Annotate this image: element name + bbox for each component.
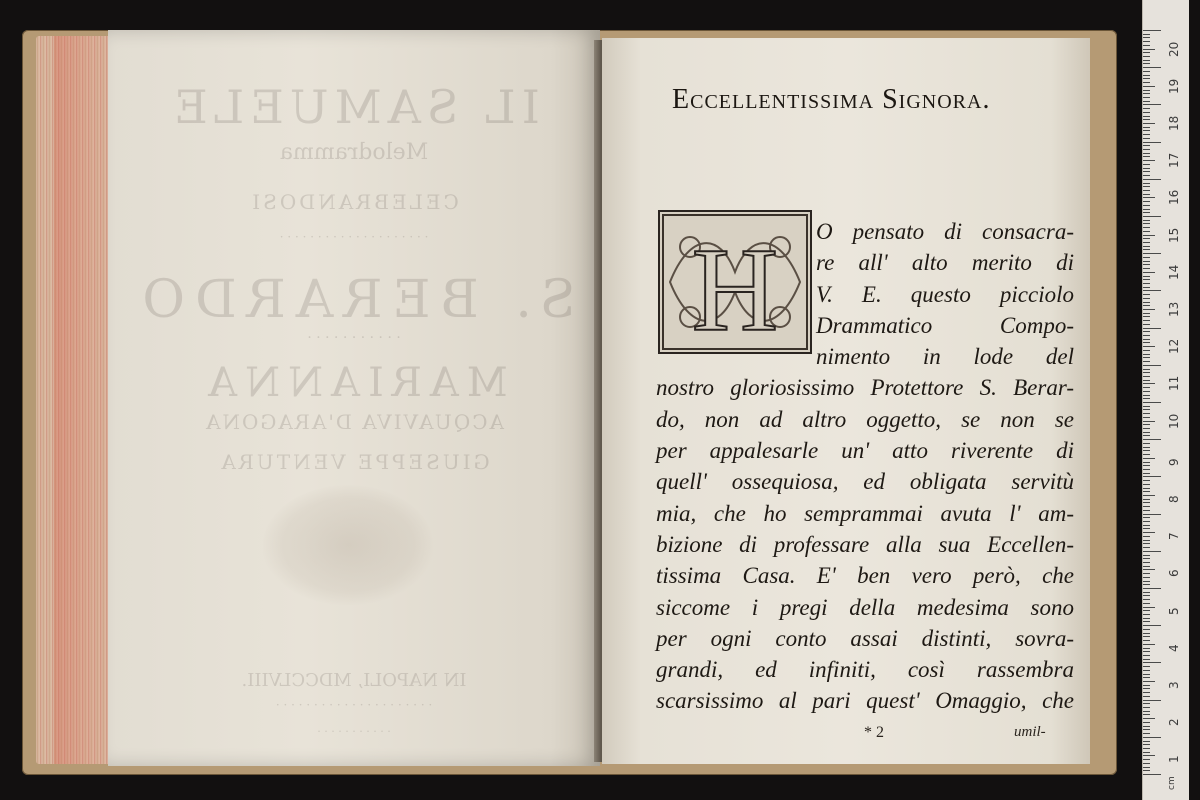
ruler-tick: [1143, 246, 1150, 247]
ruler-tick: [1143, 223, 1150, 224]
ruler-number: 13: [1167, 301, 1181, 317]
ruler-tick: [1143, 179, 1161, 180]
ruler-tick: [1143, 197, 1155, 198]
ruler-tick: [1143, 714, 1150, 715]
ruler-tick: [1143, 153, 1150, 154]
ruler-number: 2: [1167, 718, 1181, 727]
ruler-tick: [1143, 212, 1150, 213]
ruler-tick: [1143, 670, 1150, 671]
ruler-tick: [1143, 510, 1150, 511]
ruler-tick: [1143, 417, 1150, 418]
ruler-tick: [1143, 279, 1150, 280]
text-line: nimento in lode del: [816, 344, 1074, 370]
ruler-tick: [1143, 569, 1155, 570]
ruler-tick: [1143, 614, 1150, 615]
ruler-tick: [1143, 648, 1150, 649]
ruler-tick: [1143, 257, 1150, 258]
ruler-tick: [1143, 517, 1150, 518]
ruler-tick: [1143, 335, 1150, 336]
ruler-tick: [1143, 547, 1150, 548]
text-line: V. E. questo picciolo: [816, 281, 1074, 307]
ruler-tick: [1143, 703, 1150, 704]
ruler-tick: [1143, 272, 1155, 273]
ruler-tick: [1143, 276, 1150, 277]
ruler-tick: [1143, 63, 1150, 64]
ruler-tick: [1143, 346, 1155, 347]
ruler-tick: [1143, 220, 1150, 221]
text-line: per appalesarle un' atto riverente di: [656, 438, 1074, 464]
ruler-tick: [1143, 138, 1150, 139]
ruler-tick: [1143, 190, 1150, 191]
ruler-tick: [1143, 71, 1150, 72]
ruler-tick: [1143, 532, 1155, 533]
ruler-tick: [1143, 629, 1150, 630]
ruler-tick: [1143, 462, 1150, 463]
ruler-tick: [1143, 536, 1150, 537]
ruler-tick: [1143, 156, 1150, 157]
ruler-tick: [1143, 97, 1150, 98]
ruler-number: 16: [1167, 190, 1181, 206]
ruler-tick: [1143, 134, 1150, 135]
ruler-tick: [1143, 733, 1150, 734]
ruler-tick: [1143, 636, 1150, 637]
ruler-tick: [1143, 640, 1150, 641]
ruler-tick: [1143, 495, 1155, 496]
ruler-number: 20: [1167, 41, 1181, 57]
ruler-tick: [1143, 45, 1150, 46]
measuring-ruler: [1142, 0, 1189, 800]
ruler-tick: [1143, 644, 1155, 645]
ruler-number: 19: [1167, 78, 1181, 94]
ruler-tick: [1143, 238, 1150, 239]
ruler-tick: [1143, 108, 1150, 109]
ruler-number: 4: [1167, 644, 1181, 652]
ruler-tick: [1143, 201, 1150, 202]
ruler-tick: [1143, 700, 1161, 701]
ruler-tick: [1143, 52, 1150, 53]
ruler-tick: [1143, 767, 1150, 768]
right-page: [602, 38, 1090, 764]
ruler-tick: [1143, 726, 1150, 727]
ruler-tick: [1143, 770, 1150, 771]
ruler-tick: [1143, 231, 1150, 232]
ruler-number: 18: [1167, 115, 1181, 131]
drop-cap-letter: H: [691, 223, 779, 352]
ruler-tick: [1143, 30, 1161, 31]
ruler-tick: [1143, 309, 1155, 310]
ruler-tick: [1143, 711, 1150, 712]
page-edges: [36, 36, 116, 764]
ruler-tick: [1143, 350, 1150, 351]
ruler-tick: [1143, 729, 1150, 730]
ruler-tick: [1143, 625, 1161, 626]
ruler-tick: [1143, 502, 1150, 503]
ruler-tick: [1143, 540, 1150, 541]
ruler-number: 3: [1167, 681, 1181, 689]
text-line: per ogni conto assai distinti, sovra-: [656, 625, 1074, 651]
ghost-ornament: [263, 485, 433, 605]
ruler-tick: [1143, 339, 1150, 340]
ruler-tick: [1143, 372, 1150, 373]
text-line: grandi, ed infiniti, così rassembra: [656, 657, 1074, 683]
ruler-tick: [1143, 369, 1150, 370]
ruler-tick: [1143, 402, 1161, 403]
ruler-tick: [1143, 655, 1150, 656]
ruler-tick: [1143, 391, 1150, 392]
ruler-tick: [1143, 168, 1150, 169]
ruler-tick: [1143, 409, 1150, 410]
ruler-tick: [1143, 752, 1150, 753]
ruler-tick: [1143, 551, 1161, 552]
ruler-number: 11: [1167, 376, 1181, 392]
ruler-tick: [1143, 528, 1150, 529]
signature-mark: * 2: [864, 724, 884, 741]
text-line: do, non ad altro oggetto, se non se: [656, 406, 1074, 432]
ruler-tick: [1143, 677, 1150, 678]
ruler-tick: [1143, 718, 1155, 719]
ruler-number: 17: [1167, 152, 1181, 169]
ruler-tick: [1143, 688, 1150, 689]
ruler-tick: [1143, 395, 1150, 396]
ruler-tick: [1143, 666, 1150, 667]
ruler-tick: [1143, 737, 1161, 738]
ruler-tick: [1143, 476, 1161, 477]
ruler-tick: [1143, 573, 1150, 574]
ruler-tick: [1143, 183, 1150, 184]
ruler-tick: [1143, 171, 1150, 172]
ruler-tick: [1143, 387, 1150, 388]
ruler-tick: [1143, 588, 1161, 589]
ruler-tick: [1143, 435, 1150, 436]
text-line: re all' alto merito di: [816, 250, 1074, 276]
ruler-tick: [1143, 283, 1150, 284]
ruler-tick: [1143, 491, 1150, 492]
ruler-tick: [1143, 290, 1161, 291]
ruler-tick: [1143, 227, 1150, 228]
ruler-tick: [1143, 209, 1150, 210]
ruler-tick: [1143, 610, 1150, 611]
ruler-tick: [1143, 186, 1150, 187]
ruler-tick: [1143, 439, 1161, 440]
ruler-tick: [1143, 454, 1150, 455]
ruler-tick: [1143, 763, 1150, 764]
text-line: tissima Casa. E' ben vero però, che: [656, 563, 1074, 589]
ruler-tick: [1143, 216, 1161, 217]
ruler-tick: [1143, 145, 1150, 146]
ruler-tick: [1143, 484, 1150, 485]
ruler-tick: [1143, 662, 1161, 663]
ruler-tick: [1143, 90, 1150, 91]
ruler-tick: [1143, 101, 1150, 102]
ruler-tick: [1143, 342, 1150, 343]
ruler-number: 6: [1167, 569, 1181, 578]
ruler-tick: [1143, 205, 1150, 206]
ruler-tick: [1143, 406, 1150, 407]
ruler-tick: [1143, 164, 1150, 165]
ruler-number: 8: [1167, 495, 1181, 503]
ruler-tick: [1143, 465, 1150, 466]
ruler-number: 7: [1167, 532, 1181, 541]
ruler-number: 15: [1167, 227, 1181, 243]
ruler-tick: [1143, 194, 1150, 195]
ruler-tick: [1143, 603, 1150, 604]
text-line: scarsissimo al pari quest' Omaggio, che: [656, 688, 1074, 714]
page-heading: Eccellentissima Signora.: [672, 84, 991, 115]
text-line: mia, che ho semprammai avuta l' am-: [656, 500, 1074, 526]
ruler-tick: [1143, 235, 1155, 236]
ruler-tick: [1143, 480, 1150, 481]
ruler-number: 5: [1167, 606, 1181, 615]
ruler-tick: [1143, 49, 1155, 50]
ruler-unit-label: cm: [1167, 776, 1177, 790]
ruler-tick: [1143, 707, 1150, 708]
ruler-tick: [1143, 555, 1150, 556]
ruler-tick: [1143, 633, 1150, 634]
ruler-tick: [1143, 741, 1150, 742]
ruler-tick: [1143, 458, 1155, 459]
ruler-tick: [1143, 514, 1161, 515]
ruler-tick: [1143, 413, 1150, 414]
ruler-tick: [1143, 755, 1155, 756]
ruler-tick: [1143, 67, 1161, 68]
ruler-number: 12: [1167, 338, 1181, 355]
text-line: Drammatico Compo-: [816, 312, 1074, 338]
ruler-tick: [1143, 651, 1150, 652]
ruler-tick: [1143, 93, 1150, 94]
ruler-tick: [1143, 116, 1150, 117]
ruler-tick: [1143, 521, 1150, 522]
ruler-tick: [1143, 566, 1150, 567]
ruler-tick: [1143, 60, 1150, 61]
ruler-tick: [1143, 424, 1150, 425]
ruler-tick: [1143, 607, 1155, 608]
ruler-tick: [1143, 525, 1150, 526]
ruler-tick: [1143, 175, 1150, 176]
ruler-tick: [1143, 443, 1150, 444]
text-line: O pensato di consacra-: [816, 219, 1074, 244]
ruler-tick: [1143, 499, 1150, 500]
ruler-tick: [1143, 127, 1150, 128]
ruler-tick: [1143, 774, 1161, 775]
ruler-tick: [1143, 316, 1150, 317]
ruler-tick: [1143, 249, 1150, 250]
ruler-tick: [1143, 287, 1150, 288]
ruler-tick: [1143, 432, 1150, 433]
ruler-tick: [1143, 618, 1150, 619]
ruler-tick: [1143, 264, 1150, 265]
left-page-bleedthrough: IL SAMUELE Melodramma CELEBRANDOSI · · · · · · · · · · · · · · · · · · · · S. BERARDO · · · · · · · · · · · MARIANNA ACQUAVIVA D'ARAGONA GIUSEPPE VENTURA IN NAPOLI, MDCCLVIII. · · · · · · · · · · · · · · · · · · · · · · · · · · · · · · · ·: [108, 30, 600, 766]
ruler-tick: [1143, 685, 1150, 686]
ruler-tick: [1143, 595, 1150, 596]
ruler-tick: [1143, 320, 1150, 321]
text-line: siccome i pregi della medesima sono: [656, 594, 1074, 620]
ruler-tick: [1143, 302, 1150, 303]
ruler-tick: [1143, 488, 1150, 489]
ruler-tick: [1143, 112, 1150, 113]
ruler-tick: [1143, 268, 1150, 269]
ruler-tick: [1143, 324, 1150, 325]
ruler-tick: [1143, 748, 1150, 749]
ruler-tick: [1143, 149, 1150, 150]
ruler-tick: [1143, 722, 1150, 723]
ruler-tick: [1143, 659, 1150, 660]
ruler-tick: [1143, 56, 1150, 57]
ruler-tick: [1143, 681, 1155, 682]
ruler-tick: [1143, 294, 1150, 295]
ruler-tick: [1143, 383, 1155, 384]
ruler-tick: [1143, 361, 1150, 362]
ruler-tick: [1143, 621, 1150, 622]
ruler-tick: [1143, 584, 1150, 585]
ruler-tick: [1143, 104, 1161, 105]
ruler-tick: [1143, 428, 1150, 429]
ruler-tick: [1143, 354, 1150, 355]
ruler-tick: [1143, 376, 1150, 377]
ruler-number: 1: [1167, 755, 1181, 764]
text-line: nostro gloriosissimo Protettore S. Berar-: [656, 375, 1074, 401]
ruler-tick: [1143, 305, 1150, 306]
ruler-tick: [1143, 123, 1155, 124]
ruler-tick: [1143, 82, 1150, 83]
text-line: bizione di professare alla sua Eccellen-: [656, 531, 1074, 557]
ruler-tick: [1143, 543, 1150, 544]
ruler-tick: [1143, 328, 1161, 329]
ruler-tick: [1143, 160, 1155, 161]
ruler-tick: [1143, 759, 1150, 760]
ruler-tick: [1143, 41, 1150, 42]
ruler-tick: [1143, 130, 1150, 131]
ruler-number: 10: [1167, 413, 1181, 429]
ruler-tick: [1143, 599, 1150, 600]
ruler-tick: [1143, 696, 1150, 697]
ruler-tick: [1143, 78, 1150, 79]
ruler-tick: [1143, 365, 1161, 366]
body-text: [656, 216, 1074, 717]
ruler-tick: [1143, 450, 1150, 451]
ruler-tick: [1143, 34, 1150, 35]
ruler-tick: [1143, 506, 1150, 507]
ruler-tick: [1143, 581, 1150, 582]
ruler-tick: [1143, 86, 1155, 87]
ruler-tick: [1143, 473, 1150, 474]
ruler-tick: [1143, 447, 1150, 448]
ruler-tick: [1143, 469, 1150, 470]
ruler-tick: [1143, 562, 1150, 563]
ruler-tick: [1143, 331, 1150, 332]
ruler-tick: [1143, 242, 1150, 243]
ruler-tick: [1143, 692, 1150, 693]
ruler-tick: [1143, 592, 1150, 593]
ruler-tick: [1143, 357, 1150, 358]
ruler-number: 14: [1167, 264, 1181, 280]
ruler-tick: [1143, 37, 1150, 38]
ruler-tick: [1143, 142, 1161, 143]
ruler-tick: [1143, 313, 1150, 314]
ruler-tick: [1143, 744, 1150, 745]
ruler-tick: [1143, 298, 1150, 299]
ruler-tick: [1143, 261, 1150, 262]
text-line: quell' ossequiosa, ed obligata servitù: [656, 469, 1074, 495]
ruler-tick: [1143, 577, 1150, 578]
ruler-tick: [1143, 421, 1155, 422]
catchword: umil-: [1014, 724, 1046, 740]
ruler-tick: [1143, 119, 1150, 120]
ruler-number: 9: [1167, 458, 1181, 466]
ruler-tick: [1143, 674, 1150, 675]
ruler-tick: [1143, 398, 1150, 399]
ruler-tick: [1143, 380, 1150, 381]
ruler-tick: [1143, 558, 1150, 559]
ruler-tick: [1143, 75, 1150, 76]
ruler-tick: [1143, 253, 1161, 254]
